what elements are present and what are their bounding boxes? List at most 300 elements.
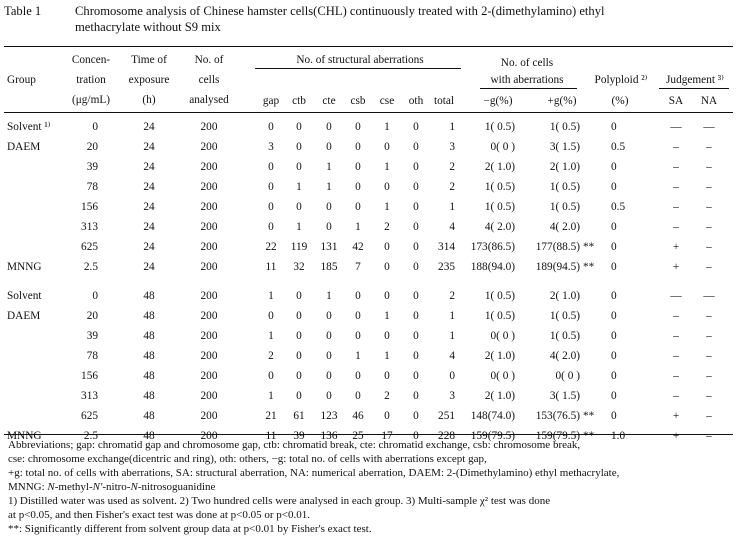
cell-sa: + (672, 241, 680, 253)
cell-oth: 0 (413, 330, 419, 342)
cell-cte: 0 (326, 121, 332, 133)
cell-csb: 1 (355, 221, 361, 233)
cell-gap: 1 (268, 290, 274, 302)
cell-sa: — (670, 290, 682, 302)
cell-minus-g: 0( 0 ) (490, 141, 515, 153)
cell-sa: – (673, 350, 679, 362)
cell-time: 24 (143, 161, 155, 173)
cell-cse: 1 (384, 310, 390, 322)
abbreviations-line-4 (8, 480, 736, 494)
header-total: total (433, 95, 455, 107)
cell-cells-analysed: 200 (200, 121, 218, 133)
cell-na: – (706, 161, 712, 173)
abbreviations-line-1: Abbreviations; gap: chromatid gap and chromosome gap, ctb: chromatid break, cte: chromatid exchange, csb: chromosome break, (8, 439, 581, 451)
cell-plus-g: 4( 2.0) (549, 221, 580, 233)
cell-cte: 1 (326, 161, 332, 173)
cell-cte: 136 (320, 430, 338, 442)
cell-time: 24 (143, 221, 155, 233)
cell-gap: 3 (268, 141, 274, 153)
cell-cells-analysed: 200 (200, 330, 218, 342)
cell-gap: 11 (265, 261, 277, 273)
cell-sa: – (673, 201, 679, 213)
cell-oth: 0 (413, 161, 419, 173)
cell-plus-g: 159(79.5) (535, 430, 580, 442)
cell-gap: 0 (268, 201, 274, 213)
cell-ctb: 0 (296, 330, 302, 342)
abbr4-e: -nitro- (102, 481, 131, 493)
cell-cells-analysed: 200 (200, 390, 218, 402)
header-cse: cse (379, 95, 395, 107)
cell-total: 3 (449, 141, 455, 153)
cell-total: 235 (438, 261, 455, 273)
cell-total: 228 (438, 430, 455, 442)
cell-csb: 0 (355, 121, 361, 133)
cell-concentration: 78 (86, 350, 98, 362)
cell-csb: 42 (352, 241, 364, 253)
cell-oth: 0 (413, 310, 419, 322)
cell-csb: 1 (355, 350, 361, 362)
cell-na: – (706, 241, 712, 253)
cell-cte: 131 (320, 241, 338, 253)
cell-cse: 0 (384, 141, 390, 153)
cell-cells-analysed: 200 (200, 141, 218, 153)
cell-oth: 0 (413, 410, 419, 422)
cell-cse: 0 (384, 241, 390, 253)
cell-total: 2 (449, 161, 455, 173)
table-notes (8, 438, 736, 536)
cell-time: 24 (143, 181, 155, 193)
cell-gap: 2 (268, 350, 274, 362)
cell-cte: 0 (326, 201, 332, 213)
cell-cse: 17 (381, 430, 393, 442)
cell-concentration: 625 (81, 241, 98, 253)
header-minus-g: −g(%) (483, 95, 513, 107)
cell-na: – (706, 370, 712, 382)
cell-cte: 0 (326, 370, 332, 382)
cell-minus-g: 2( 1.0) (484, 161, 515, 173)
cell-total: 0 (449, 370, 455, 382)
cell-ctb: 1 (296, 181, 302, 193)
cell-csb: 0 (355, 161, 361, 173)
header-polyploid-unit: (%) (611, 95, 629, 107)
cell-plus-g: 0( 0 ) (555, 370, 580, 382)
structural-subrule (255, 68, 461, 69)
cell-sa: – (673, 330, 679, 342)
cell-concentration: 156 (81, 201, 98, 213)
header-aberr-2: with aberrations (490, 74, 564, 86)
cell-concentration: 20 (86, 310, 98, 322)
cell-plus-g: 1( 0.5) (549, 181, 580, 193)
abbr4-g: -nitrosoguanidine (137, 481, 216, 493)
footnote-line-3: **: Significantly different from solvent group data at p<0.01 by Fisher's exact test. (8, 523, 372, 535)
cell-sa: – (673, 181, 679, 193)
cell-sa: + (672, 410, 680, 422)
header-conc-1: Concen- (71, 54, 111, 66)
cell-csb: 7 (355, 261, 361, 273)
cell-sa: – (673, 390, 679, 402)
cell-plus-g: 4( 2.0) (549, 350, 580, 362)
cell-na: — (703, 290, 715, 302)
cell-plus-g: 189(94.5) (535, 261, 580, 273)
cell-cells-analysed: 200 (200, 290, 218, 302)
abbr4-a: MNNG: (8, 481, 48, 493)
cell-concentration: 0 (92, 290, 98, 302)
cell-cte: 0 (326, 390, 332, 402)
cell-cells-analysed: 200 (200, 241, 218, 253)
cell-polyploid: 1.0 (611, 430, 626, 442)
cell-significance: ** (583, 261, 595, 273)
cell-total: 1 (449, 330, 455, 342)
cell-gap: 0 (268, 181, 274, 193)
header-time-2: exposure (128, 74, 170, 86)
cell-group: MNNG (7, 261, 42, 273)
cell-na: – (706, 410, 712, 422)
cell-polyploid: 0 (611, 390, 617, 402)
cell-sa: – (673, 141, 679, 153)
cell-time: 48 (143, 330, 155, 342)
cell-minus-g: 159(79.5) (470, 430, 515, 442)
header-csb: csb (350, 95, 366, 107)
cell-minus-g: 2( 1.0) (484, 390, 515, 402)
header-gap: gap (262, 95, 280, 107)
cell-group: DAEM (7, 310, 41, 322)
cell-minus-g: 1( 0.5) (484, 181, 515, 193)
cell-total: 3 (449, 390, 455, 402)
cell-ctb: 61 (293, 410, 305, 422)
cell-cse: 0 (384, 330, 390, 342)
cell-na: – (706, 350, 712, 362)
cell-polyploid: 0 (611, 310, 617, 322)
cell-minus-g: 148(74.0) (470, 410, 515, 422)
cell-polyploid: 0 (611, 161, 617, 173)
cell-time: 24 (143, 241, 155, 253)
cell-csb: 46 (352, 410, 364, 422)
cell-cells-analysed: 200 (200, 181, 218, 193)
cell-polyploid: 0 (611, 221, 617, 233)
cell-ctb: 39 (293, 430, 305, 442)
cell-minus-g: 2( 1.0) (484, 350, 515, 362)
cell-cte: 0 (326, 221, 332, 233)
cell-oth: 0 (413, 390, 419, 402)
cell-na: – (706, 310, 712, 322)
cell-plus-g: 1( 0.5) (549, 330, 580, 342)
header-conc-3: (μg/mL) (71, 94, 111, 106)
header-ctb: ctb (292, 95, 306, 107)
cell-cse: 2 (384, 390, 390, 402)
cell-gap: 0 (268, 370, 274, 382)
abbreviations-line-2: cse: chromosome exchange(dicentric and ring), oth: others, −g: total no. of cells with aberrations except gap, (8, 453, 487, 465)
cell-plus-g: 2( 1.0) (549, 290, 580, 302)
header-aberr-1: No. of cells (500, 57, 554, 69)
cell-na: – (706, 181, 712, 193)
bottom-rule (4, 434, 733, 435)
cell-total: 4 (449, 350, 455, 362)
cell-sa: + (672, 430, 680, 442)
cell-plus-g: 3( 1.5) (549, 390, 580, 402)
cell-cells-analysed: 200 (200, 221, 218, 233)
cell-group: MNNG (7, 430, 42, 442)
cell-minus-g: 188(94.0) (470, 261, 515, 273)
cell-oth: 0 (413, 290, 419, 302)
cell-minus-g: 173(86.5) (470, 241, 515, 253)
cell-total: 2 (449, 290, 455, 302)
cell-total: 1 (449, 201, 455, 213)
cell-polyploid: 0 (611, 261, 617, 273)
cell-plus-g: 3( 1.5) (549, 141, 580, 153)
cell-ctb: 0 (296, 290, 302, 302)
cell-csb: 0 (355, 290, 361, 302)
cell-time: 24 (143, 121, 155, 133)
cell-concentration: 625 (81, 410, 98, 422)
cell-cells-analysed: 200 (200, 161, 218, 173)
aberrations-subrule (480, 88, 577, 89)
cell-cte: 1 (326, 290, 332, 302)
cell-minus-g: 1( 0.5) (484, 201, 515, 213)
cell-minus-g: 1( 0.5) (484, 310, 515, 322)
cell-ctb: 0 (296, 310, 302, 322)
cell-na: – (706, 261, 712, 273)
cell-gap: 22 (265, 241, 277, 253)
cell-polyploid: 0 (611, 241, 617, 253)
cell-oth: 0 (413, 221, 419, 233)
cell-concentration: 2.5 (83, 261, 98, 273)
cell-ctb: 0 (296, 121, 302, 133)
cell-oth: 0 (413, 350, 419, 362)
cell-minus-g: 0( 0 ) (490, 330, 515, 342)
cell-na: — (703, 121, 715, 133)
cell-time: 24 (143, 141, 155, 153)
cell-time: 48 (143, 370, 155, 382)
cell-time: 48 (143, 410, 155, 422)
cell-oth: 0 (413, 241, 419, 253)
header-cells-3: analysed (189, 94, 229, 106)
cell-cte: 1 (326, 181, 332, 193)
header-oth: oth (408, 95, 424, 107)
cell-cte: 0 (326, 141, 332, 153)
cell-sa: – (673, 221, 679, 233)
cell-total: 314 (438, 241, 455, 253)
cell-plus-g: 177(88.5) (535, 241, 580, 253)
header-polyploid: Polyploid ²⁾ (594, 74, 648, 86)
cell-csb: 0 (355, 370, 361, 382)
cell-oth: 0 (413, 430, 419, 442)
table-title (75, 3, 725, 35)
abbr4-b: N (47, 481, 55, 493)
cell-plus-g: 1( 0.5) (549, 121, 580, 133)
cell-concentration: 39 (86, 330, 98, 342)
cell-cells-analysed: 200 (200, 410, 218, 422)
cell-concentration: 313 (81, 221, 98, 233)
cell-polyploid: 0.5 (611, 201, 626, 213)
cell-total: 251 (438, 410, 455, 422)
cell-cte: 0 (326, 330, 332, 342)
cell-ctb: 119 (290, 241, 308, 253)
cell-polyploid: 0 (611, 370, 617, 382)
cell-csb: 0 (355, 390, 361, 402)
cell-group: DAEM (7, 141, 41, 153)
cell-time: 48 (143, 390, 155, 402)
cell-ctb: 0 (296, 350, 302, 362)
cell-concentration: 0 (92, 121, 98, 133)
cell-concentration: 313 (81, 390, 98, 402)
cell-na: – (706, 390, 712, 402)
cell-csb: 0 (355, 181, 361, 193)
header-cte: cte (322, 95, 336, 107)
cell-total: 1 (449, 121, 455, 133)
cell-time: 48 (143, 310, 155, 322)
header-conc-2: tration (76, 74, 106, 86)
cell-gap: 0 (268, 310, 274, 322)
cell-cte: 0 (326, 350, 332, 362)
cell-oth: 0 (413, 141, 419, 153)
cell-ctb: 0 (296, 201, 302, 213)
cell-concentration: 2.5 (83, 430, 98, 442)
cell-time: 24 (143, 201, 155, 213)
footnote-line-1: 1) Distilled water was used as solvent. 2) Two hundred cells were analysed in each group. 3) Multi-sample χ² test was done (8, 495, 551, 507)
cell-cells-analysed: 200 (200, 310, 218, 322)
cell-polyploid: 0 (611, 410, 617, 422)
header-cells-2: cells (198, 74, 220, 86)
cell-gap: 0 (268, 221, 274, 233)
header-time-1: Time of (131, 54, 167, 66)
cell-oth: 0 (413, 261, 419, 273)
header-plus-g: +g(%) (547, 95, 577, 107)
cell-plus-g: 153(76.5) (535, 410, 580, 422)
cell-concentration: 156 (81, 370, 98, 382)
cell-polyploid: 0 (611, 350, 617, 362)
header-na: NA (700, 95, 718, 107)
cell-ctb: 0 (296, 161, 302, 173)
abbr4-c: -methyl- (54, 481, 93, 493)
cell-cse: 0 (384, 181, 390, 193)
cell-concentration: 20 (86, 141, 98, 153)
cell-cells-analysed: 200 (200, 350, 218, 362)
cell-cse: 1 (384, 350, 390, 362)
cell-csb: 0 (355, 141, 361, 153)
cell-cells-analysed: 200 (200, 201, 218, 213)
header-structural: No. of structural aberrations (296, 54, 424, 66)
cell-minus-g: 0( 0 ) (490, 370, 515, 382)
cell-sa: – (673, 310, 679, 322)
cell-group: Solvent ¹⁾ (7, 121, 51, 133)
cell-cte: 123 (320, 410, 338, 422)
cell-total: 4 (449, 221, 455, 233)
cell-oth: 0 (413, 121, 419, 133)
cell-na: – (706, 330, 712, 342)
cell-cse: 0 (384, 261, 390, 273)
abbr4-d: N' (92, 481, 103, 493)
cell-cte: 0 (326, 310, 332, 322)
cell-cells-analysed: 200 (200, 430, 218, 442)
cell-polyploid: 0 (611, 121, 617, 133)
cell-plus-g: 1( 0.5) (549, 310, 580, 322)
header-rule (4, 112, 733, 113)
cell-na: – (706, 141, 712, 153)
cell-cse: 1 (384, 121, 390, 133)
cell-minus-g: 1( 0.5) (484, 121, 515, 133)
cell-oth: 0 (413, 370, 419, 382)
cell-time: 48 (143, 350, 155, 362)
judgement-subrule (659, 88, 729, 89)
cell-csb: 25 (352, 430, 364, 442)
cell-concentration: 39 (86, 161, 98, 173)
cell-time: 24 (143, 261, 155, 273)
cell-ctb: 0 (296, 390, 302, 402)
cell-csb: 0 (355, 330, 361, 342)
cell-minus-g: 1( 0.5) (484, 290, 515, 302)
cell-cells-analysed: 200 (200, 370, 218, 382)
cell-cte: 185 (320, 261, 338, 273)
cell-csb: 0 (355, 201, 361, 213)
cell-na: – (706, 430, 712, 442)
abbr4-f: N (130, 481, 138, 493)
cell-na: – (706, 201, 712, 213)
cell-significance: ** (583, 410, 595, 422)
cell-minus-g: 4( 2.0) (484, 221, 515, 233)
header-cells-1: No. of (194, 54, 224, 66)
footnote-line-2: at p<0.05, and then Fisher's exact test was done at p<0.05 or p<0.01. (8, 509, 310, 521)
cell-ctb: 0 (296, 370, 302, 382)
cell-cells-analysed: 200 (200, 261, 218, 273)
header-judgement: Judgement ³⁾ (666, 74, 724, 86)
cell-ctb: 0 (296, 141, 302, 153)
header-sa: SA (668, 95, 684, 107)
cell-oth: 0 (413, 201, 419, 213)
table-title-line-2: methacrylate without S9 mix (75, 20, 221, 34)
cell-polyploid: 0.5 (611, 141, 626, 153)
cell-total: 1 (449, 310, 455, 322)
cell-significance: ** (583, 241, 595, 253)
cell-polyploid: 0 (611, 181, 617, 193)
table-title-line-1: Chromosome analysis of Chinese hamster cells(CHL) continuously treated with 2-(dimethylamino) ethyl (75, 4, 605, 18)
cell-csb: 0 (355, 310, 361, 322)
cell-sa: – (673, 370, 679, 382)
cell-gap: 0 (268, 161, 274, 173)
cell-sa: + (672, 261, 680, 273)
cell-gap: 1 (268, 330, 274, 342)
cell-plus-g: 2( 1.0) (549, 161, 580, 173)
cell-time: 48 (143, 430, 155, 442)
cell-total: 2 (449, 181, 455, 193)
cell-ctb: 32 (293, 261, 305, 273)
cell-sa: — (670, 121, 682, 133)
header-group: Group (7, 74, 36, 86)
cell-gap: 11 (265, 430, 277, 442)
table-label: Table 1 (4, 4, 42, 18)
cell-cse: 0 (384, 410, 390, 422)
cell-plus-g: 1( 0.5) (549, 201, 580, 213)
cell-sa: – (673, 161, 679, 173)
cell-polyploid: 0 (611, 290, 617, 302)
cell-cse: 0 (384, 290, 390, 302)
cell-cse: 0 (384, 370, 390, 382)
cell-na: – (706, 221, 712, 233)
cell-gap: 21 (265, 410, 277, 422)
cell-gap: 0 (268, 121, 274, 133)
top-rule (4, 46, 733, 47)
cell-cse: 1 (384, 201, 390, 213)
cell-oth: 0 (413, 181, 419, 193)
cell-concentration: 78 (86, 181, 98, 193)
cell-significance: ** (583, 430, 595, 442)
abbreviations-line-3: +g: total no. of cells with aberrations, SA: structural aberration, NA: numerical aberration, DAEM: 2-(Dimethylamino) ethyl methacrylate, (8, 467, 620, 479)
cell-polyploid: 0 (611, 330, 617, 342)
cell-group: Solvent (7, 290, 42, 302)
cell-cse: 1 (384, 161, 390, 173)
cell-time: 48 (143, 290, 155, 302)
header-time-3: (h) (142, 94, 156, 106)
cell-ctb: 1 (296, 221, 302, 233)
